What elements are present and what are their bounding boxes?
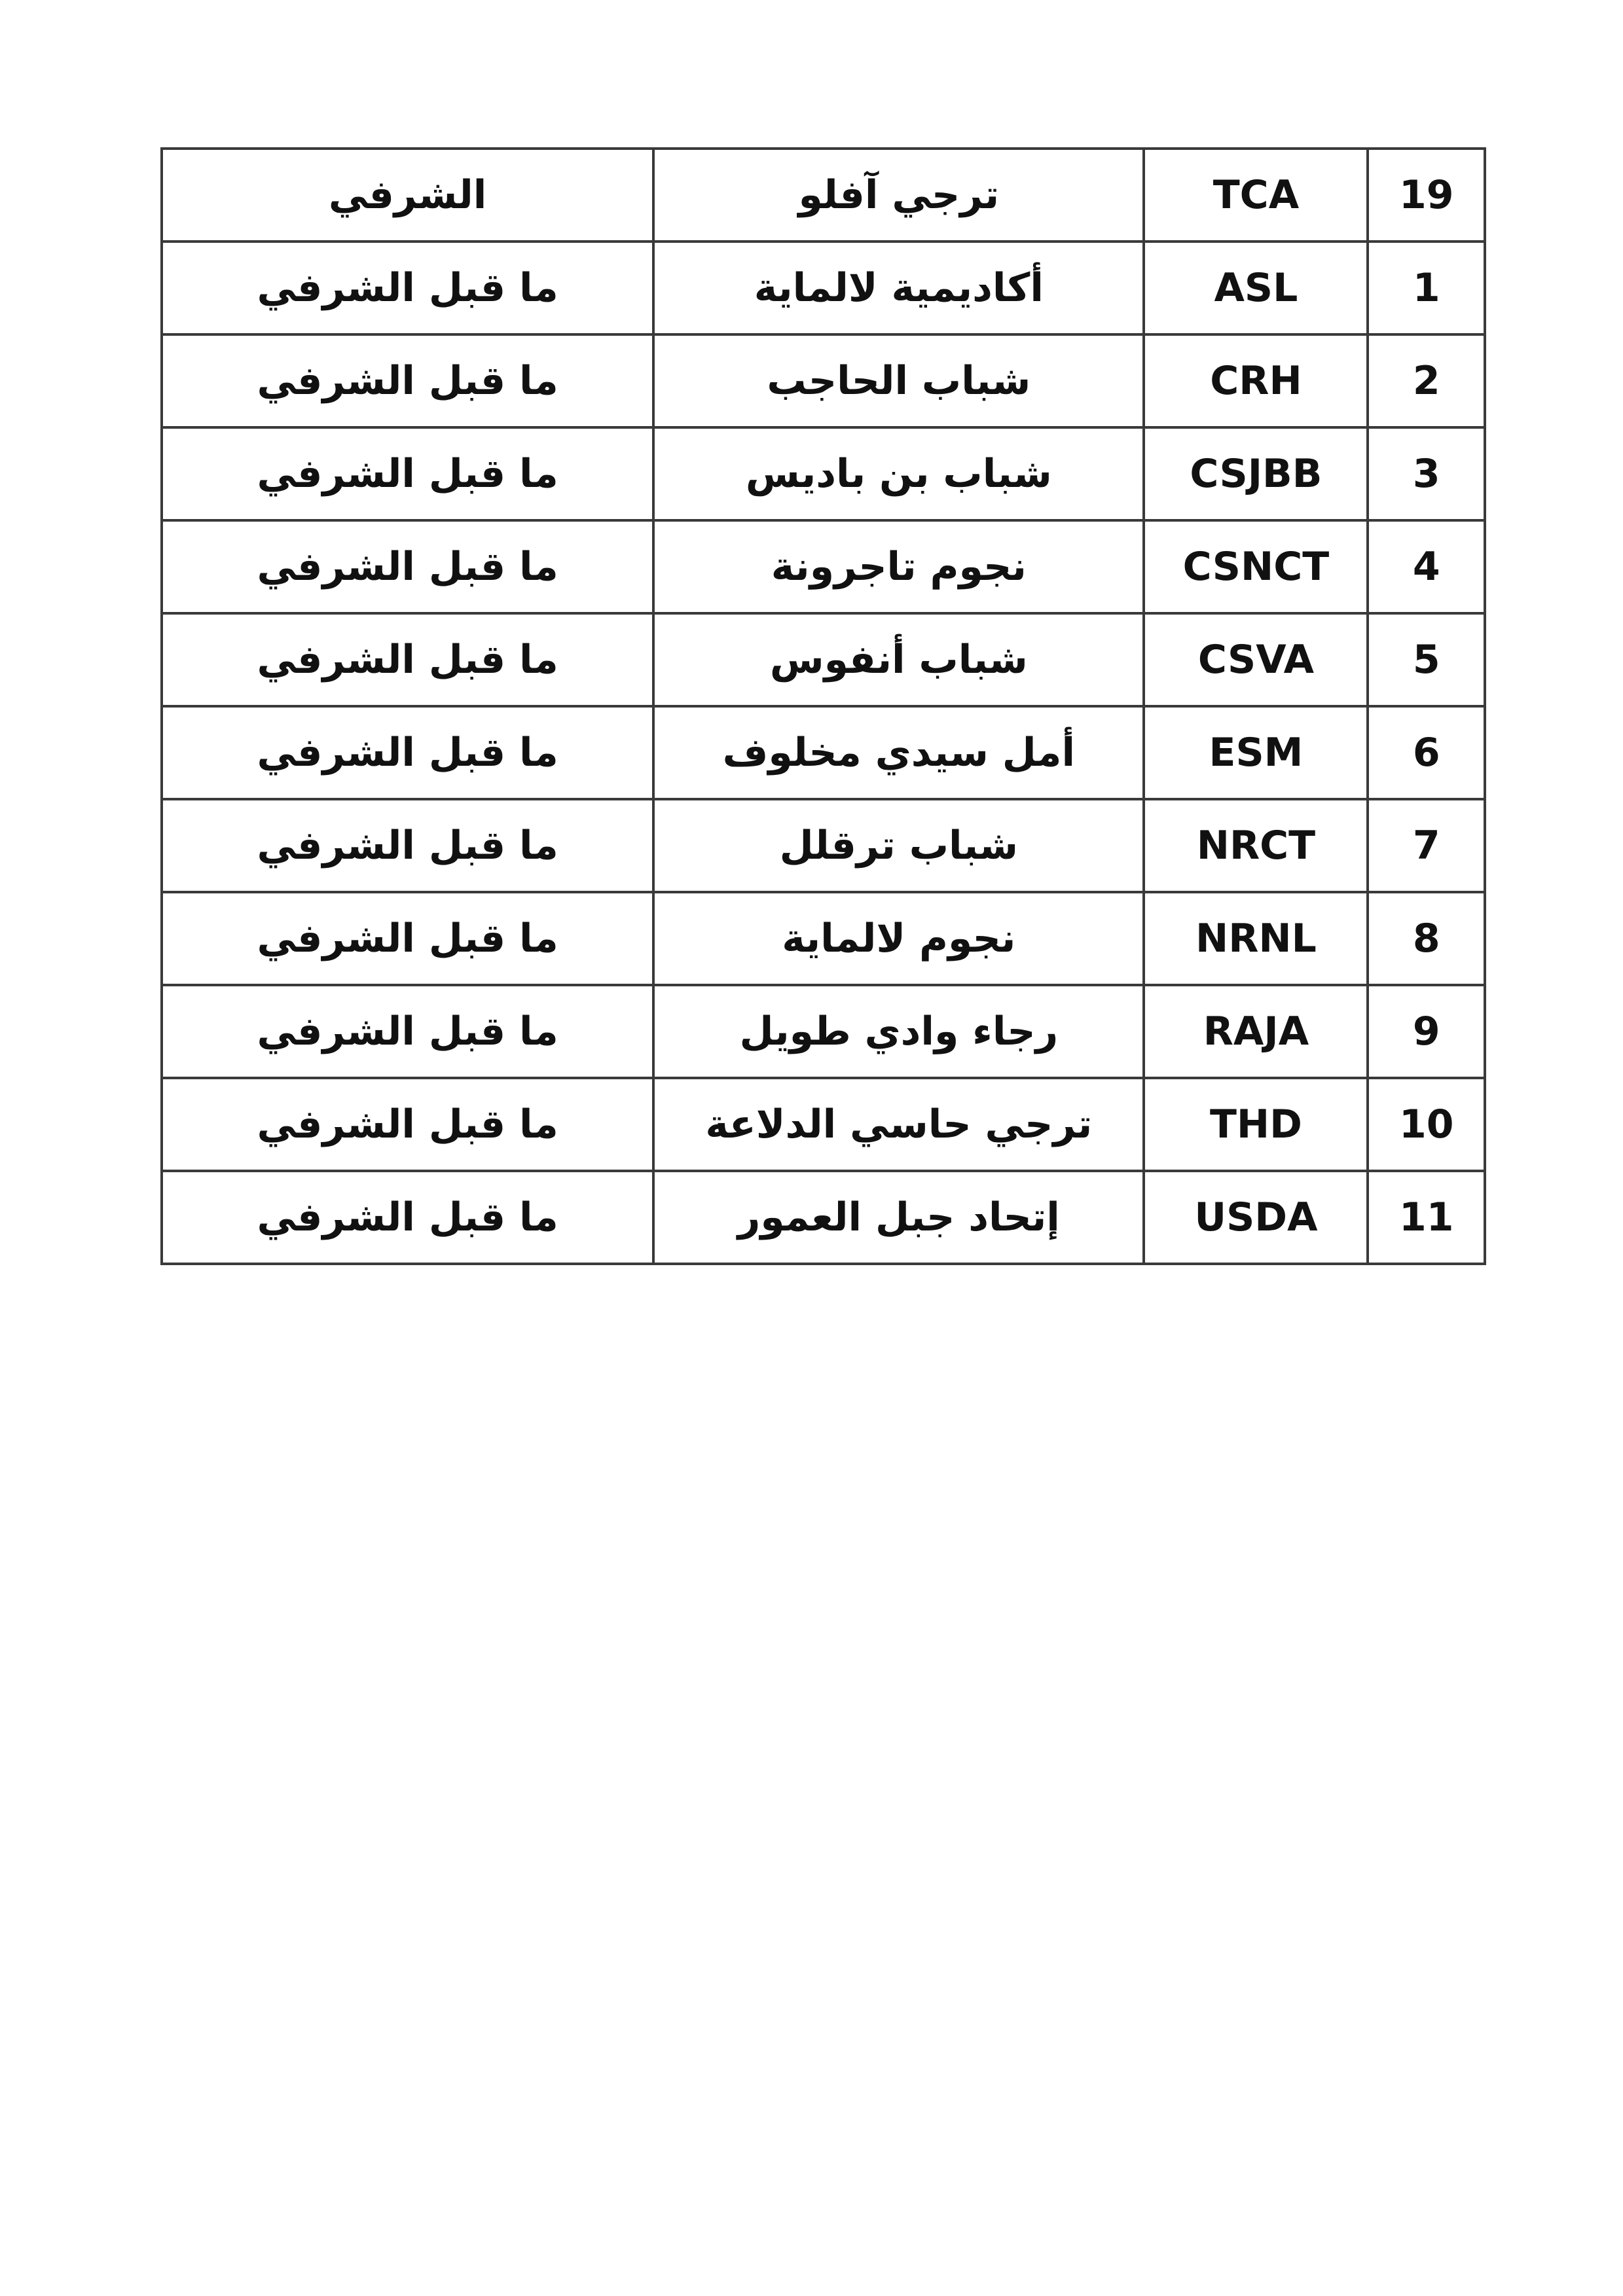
row-number-cell: 1 [1368,242,1485,334]
club-code-cell: CSNCT [1144,520,1368,613]
clubs-table-body [162,149,1485,1264]
table-row [162,242,1485,334]
club-name-cell: شباب الحاجب [653,334,1144,427]
table-row [162,799,1485,892]
row-number-cell: 2 [1368,334,1485,427]
table-row [162,985,1485,1078]
table-row [162,520,1485,613]
club-name-cell: نجوم لالماية [653,892,1144,985]
club-code-cell: THD [1144,1078,1368,1171]
row-number-cell: 9 [1368,985,1485,1078]
category-cell: ما قبل الشرفي [162,1171,653,1264]
club-code-cell: NRNL [1144,892,1368,985]
category-cell: ما قبل الشرفي [162,799,653,892]
table-row [162,613,1485,706]
club-code-cell: NRCT [1144,799,1368,892]
table-row [162,427,1485,520]
club-name-cell: إتحاد جبل العمور [653,1171,1144,1264]
category-cell: ما قبل الشرفي [162,613,653,706]
club-code-cell: CSVA [1144,613,1368,706]
row-number-cell: 11 [1368,1171,1485,1264]
row-number-cell: 5 [1368,613,1485,706]
table-row [162,1078,1485,1171]
row-number-cell: 4 [1368,520,1485,613]
table-row [162,334,1485,427]
club-code-cell: CRH [1144,334,1368,427]
table-row [162,892,1485,985]
club-name-cell: أكاديمية لالماية [653,242,1144,334]
category-cell: ما قبل الشرفي [162,520,653,613]
table-row [162,149,1485,242]
row-number-cell: 8 [1368,892,1485,985]
club-name-cell: شباب أنفوس [653,613,1144,706]
row-number-cell: 6 [1368,706,1485,799]
club-name-cell: رجاء وادي طويل [653,985,1144,1078]
club-code-cell: RAJA [1144,985,1368,1078]
category-cell: الشرفي [162,149,653,242]
club-code-cell: USDA [1144,1171,1368,1264]
club-code-cell: ASL [1144,242,1368,334]
clubs-table [160,147,1486,1265]
table-row [162,706,1485,799]
category-cell: ما قبل الشرفي [162,892,653,985]
club-name-cell: ترجي حاسي الدلاعة [653,1078,1144,1171]
club-code-cell: TCA [1144,149,1368,242]
category-cell: ما قبل الشرفي [162,242,653,334]
row-number-cell: 7 [1368,799,1485,892]
club-code-cell: CSJBB [1144,427,1368,520]
club-name-cell: نجوم تاجرونة [653,520,1144,613]
table-row [162,1171,1485,1264]
club-name-cell: أمل سيدي مخلوف [653,706,1144,799]
category-cell: ما قبل الشرفي [162,427,653,520]
category-cell: ما قبل الشرفي [162,985,653,1078]
club-name-cell: ترجي آفلو [653,149,1144,242]
document-page [160,147,1486,1265]
category-cell: ما قبل الشرفي [162,706,653,799]
club-name-cell: شباب بن باديس [653,427,1144,520]
row-number-cell: 3 [1368,427,1485,520]
club-name-cell: شباب ترقلل [653,799,1144,892]
category-cell: ما قبل الشرفي [162,1078,653,1171]
category-cell: ما قبل الشرفي [162,334,653,427]
row-number-cell: 10 [1368,1078,1485,1171]
row-number-cell: 19 [1368,149,1485,242]
club-code-cell: ESM [1144,706,1368,799]
